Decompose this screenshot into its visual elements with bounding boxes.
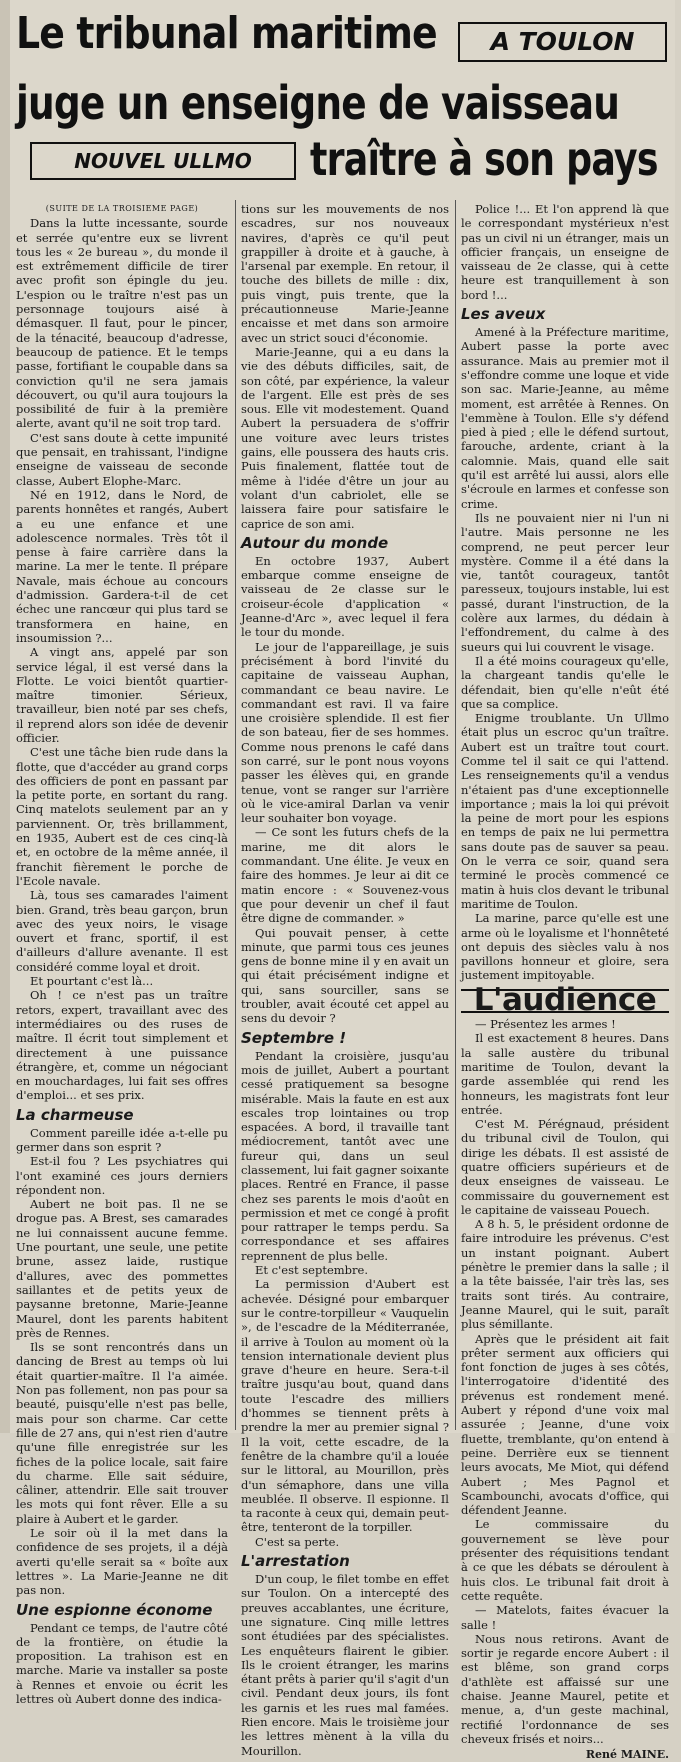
paragraph: tions sur les mouvements de nos escadres, sur nos nouveaux navires, d'après ce qu'il peut grappiller à droite et à gauche, à l'arsenal par exemple. En retour, il touche des billets de mille : dix, puis vingt, puis trente, que la précautionneuse Marie-Jeanne encaisse et met dans son armoire avec un strict souci d'économie.	[241, 202, 449, 345]
column-rule	[455, 200, 456, 1430]
location-box: A TOULON	[458, 22, 667, 62]
paragraph: Marie-Jeanne, qui a eu dans la vie des débuts difficiles, sait, de son côté, par expérience, la valeur de l'argent. Elle est près de ses sous. Elle vit modestement. Quand Aubert la persuadera de s'offrir une voiture avec leurs tristes gains, elle poussera des hauts cris. Puis finalement, flattée tout de même à l'idée d'être un jour au volant d'un cabriolet, elle se laissera faire pour satisfaire le caprice de son ami.	[241, 344, 449, 531]
headline-line2: juge un enseigne de vaisseau	[16, 76, 620, 130]
paragraph: Le soir où il la met dans la confidence de ses projets, il a déjà averti qu'elle serait sa « boîte aux lettres ». La Marie-Jeanne ne dit pas non.	[16, 1526, 228, 1598]
paragraph: — Ce sont les futurs chefs de la marine, me dit alors le commandant. Une élite. Je veux en faire des hommes. Je leur ai dit ce matin encore : « Souvenez-vous que pour devenir un chef il faut être digne de commander. »	[241, 825, 449, 926]
audience-heading: L'audience	[461, 989, 669, 1013]
paragraph: Pendant ce temps, de l'autre côté de la frontière, on étudie la proposition. La trahison est en marche. Marie va installer sa poste à Rennes et envoie ou écrit les lettres où Aubert donne des indica-	[16, 1620, 228, 1706]
paragraph: A 8 h. 5, le président ordonne de faire introduire les prévenus. C'est un instant poignant. Aubert pénètre le premier dans la salle ; il a la tête baissée, l'air très las, ses traits sont tirés. Au contraire, Jeanne Maurel, qui le suit, paraît plus sémillante.	[461, 1217, 669, 1332]
paragraph: Aubert ne boit pas. Il ne se drogue pas. A Brest, ses camarades ne lui connaissent aucune femme. Une pourtant, une seule, une petite brune, assez laide, rustique d'allures, avec des pommettes saillantes et de petits yeux de paysanne bretonne, Marie-Jeanne Maurel, dont les parents habitent près de Rennes.	[16, 1197, 228, 1340]
paragraph: Est-il fou ? Les psychiatres qui l'ont examiné ces jours derniers répondent non.	[16, 1154, 228, 1197]
subheading: Autour du monde	[241, 533, 389, 552]
paragraph: Ils se sont rencontrés dans un dancing de Brest au temps où lui était quartier-maître. Il l'a aimée. Non pas follement, non pas pour sa beauté, puisqu'elle n'est pas belle, mais pour son charme. Car cette fille de 27 ans, qui n'est rien d'autre qu'une fille enregistrée sur les fiches de la police locale, sait faire du charme. Elle sait séduire, câliner, attendrir. Elle sait trouver les mots qui font rêver. Elle a su plaire à Aubert et le garder.	[16, 1340, 228, 1526]
paragraph: C'est M. Pérégnaud, président du tribunal civil de Toulon, qui dirige les débats. Il est assisté de quatre officiers supérieurs et de deux enseignes de vaisseau. Le commissaire du gouvernement est le capitaine de vaisseau Pouech.	[461, 1117, 669, 1217]
paragraph: Et pourtant c'est là...	[30, 974, 154, 989]
adjacent-page-edge	[0, 0, 10, 1433]
paragraph: Après que le président ait fait prêter serment aux officiers qui font fonction de juges à ses côtés, l'interrogatoire d'identité des prévenus est rondement mené. Aubert y répond d'une voix mal assurée ; Jeanne, d'une voix fluette, tremblante, qu'on entend à peine. Derrière eux se tiennent leurs avocats, Me Miot, qui défend Aubert ; Mes Pagnol et Scambounchi, avocats d'office, qui défendent Jeanne.	[461, 1331, 669, 1518]
paragraph: Qui pouvait penser, à cette minute, que parmi tous ces jeunes gens de bonne mine il y en avait un qui était précisément indigne et qui, sans sourciller, sans se troubler, avait écouté cet appel au sens du devoir ?	[241, 925, 449, 1026]
subheading: L'arrestation	[241, 1552, 350, 1571]
column-3	[461, 202, 669, 1762]
paragraph: Né en 1912, dans le Nord, de parents honnêtes et rangés, Aubert a eu une enfance et une adolescence normales. Très tôt il pense à faire carrière dans la marine. La mer le tente. Il prépare Navale, mais échoue au concours d'admission. Gardera-t-il de cet échec une rancœur qui plus tard se transformera en haine, en insoumission ?...	[16, 487, 228, 645]
paragraph: Là, tous ses camarades l'aiment bien. Grand, très beau garçon, brun avec des yeux noirs, le visage ouvert et franc, sportif, il est d'ailleurs d'allure avenante. Il est considéré comme loyal et droit.	[16, 888, 228, 974]
paragraph: Nous nous retirons. Avant de sortir je regarde encore Aubert : il est blême, son grand corps d'athlète est affaissé sur une chaise. Jeanne Maurel, petite et menue, a, d'un geste machinal, rectifié l'ordonnance de ses cheveux frisés et noirs...	[461, 1631, 669, 1746]
paragraph: A vingt ans, appelé par son service légal, il est versé dans la Flotte. Le voici bientôt quartier-maître timonier. Sérieux, travailleur, bien noté par ses chefs, il reprend alors son idée de devenir officier.	[16, 645, 228, 745]
column-2	[241, 202, 449, 1758]
paragraph: Dans la lutte incessante, sourde et serrée qu'entre eux se livrent tous les « 2e bureau », du monde il est extrêmement difficile de tirer avec profit son épingle du jeu. L'espion ou le traître n'est pas un personnage toujours aisé à démasquer. Il faut, pour le pincer, de la ténacité, beaucoup d'adresse, beaucoup de patience. Et le temps passe, fortifiant le coupable dans sa conviction qu'il ne sera jamais découvert, ou qu'il aura toujours la possibilité de fuir à la première alerte, avant qu'il ne soit trop tard.	[16, 216, 228, 431]
paragraph: Pendant la croisière, jusqu'au mois de juillet, Aubert a pourtant cessé pratiquement sa besogne misérable. Mais la faute en est aux escales trop lointaines ou trop espacées. A bord, il travaille tant médiocrement, tantôt avec une fureur qui, dans un seul classement, lui fait gagner soixante places. Rentré en France, il passe chez ses parents le mois d'août en permission et met ce congé à profit pour rattraper le temps perdu. Sa correspondance et ses affaires reprennent de plus belle.	[241, 1048, 449, 1263]
paragraph: Police !... Et l'on apprend là que le correspondant mystérieux n'est pas un civil ni un étranger, mais un officier français, un enseigne de vaisseau de 2e classe, qui à cette heure est tranquillement à son bord !...	[461, 202, 669, 302]
subheading: Une espionne économe	[16, 1600, 213, 1619]
headline-line1: Le tribunal maritime	[16, 8, 437, 59]
paragraph: En octobre 1937, Aubert embarque comme enseigne de vaisseau de 2e classe sur le croiseur-école d'application « Jeanne-d'Arc », avec lequel il fera le tour du monde.	[241, 553, 449, 640]
paragraph: C'est sa perte.	[255, 1534, 340, 1549]
paragraph: La permission d'Aubert est achevée. Désigné pour embarquer sur le contre-torpilleur « Vauquelin », de l'escadre de la Méditerranée, il arrive à Toulon au moment où la tension internationale devient plus grave d'heure en heure. Sera-t-il traître jusqu'au bout, quand dans toute l'escadre des milliers d'hommes se tiennent prêts à prendre la mer au premier signal ? Il la voit, cette escadre, de la fenêtre de la chambre qu'il a louée sur le littoral, au Mourillon, près d'un sémaphore, dans une villa meublée. Il observe. Il espionne. Il ta raconte à ceux qui, demain peut-être, tenteront de la torpiller.	[241, 1277, 449, 1535]
paragraph: Le jour de l'appareillage, je suis précisément à bord l'invité du capitaine de vaisseau Auphan, commandant ce beau navire. Le commandant est ravi. Il va faire une croisière splendide. Il est fier de son bateau, fier de ses hommes. Comme nous prenons le café dans son carré, sur le pont nous voyons passer les élèves qui, en grande tenue, vont se ranger sur l'arrière où le vice-amiral Darlan va venir leur souhaiter bon voyage.	[241, 639, 449, 826]
subheading: La charmeuse	[16, 1105, 134, 1124]
column-1	[16, 202, 228, 1706]
subheading: Septembre !	[241, 1028, 347, 1047]
paragraph: — Matelots, faites évacuer la salle !	[461, 1603, 669, 1632]
paragraph: D'un coup, le filet tombe en effet sur Toulon. On a intercepté des preuves accablantes, une écriture, une signature. Cinq mille lettres sont étudiées par des spécialistes. Les enquêteurs flairent le gibier. Ils le croient étranger, les marins étant prêts à parier qu'il s'agit d'un civil. Pendant deux jours, ils font les garnis et les rues mal famées. Rien encore. Mais le troisième jour les lettres mènent à la villa du Mourillon.	[241, 1572, 449, 1758]
subheading: Les aveux	[461, 305, 546, 324]
paragraph: Amené à la Préfecture maritime, Aubert passe la porte avec assurance. Mais au premier mot il s'effondre comme une loque et vide son sac. Marie-Jeanne, au même moment, est arrêtée à Rennes. On l'emmène à Toulon. Elle s'y défend pied à pied ; elle le défend surtout, farouche, ardente, criant à la calomnie. Mais, quand elle sait qu'il est arrêté lui aussi, alors elle s'écroule en larmes et confesse son crime.	[461, 325, 669, 511]
column-rule	[235, 200, 236, 1430]
paragraph: La marine, parce qu'elle est une arme où le loyalisme et l'honnêteté ont depuis des siècles valu à nos pavillons honneur et gloire, sera justement impitoyable.	[461, 911, 669, 983]
paragraph: Il a été moins courageux qu'elle, la chargeant tandis qu'elle le défendait, bien qu'elle n'eût été que sa complice.	[461, 653, 669, 711]
paragraph: — Présentez les armes !	[475, 1017, 616, 1032]
paragraph: Comment pareille idée a-t-elle pu germer dans son esprit ?	[16, 1125, 228, 1154]
newspaper-page	[10, 0, 675, 1762]
paragraph: C'est une tâche bien rude dans la flotte, que d'accéder au grand corps des officiers de pont en passant par la petite porte, en sortant du rang. Cinq matelots seulement par an y parviennent. Or, très brillamment, en 1935, Aubert est de ces cinq-là et, en octobre de la même année, il franchit fièrement le porche de l'Ecole navale.	[16, 745, 228, 888]
paragraph: Enigme troublante. Un Ullmo était plus un escroc qu'un traître. Aubert est un traître tout court. Comme tel il sait ce qui l'attend. Les renseignements qu'il a vendus n'étaient pas d'une exceptionnelle importance ; mais la loi qui prévoit la peine de mort pour les espions en temps de paix ne lui permettra sans doute pas de sauver sa peau. On le verra ce soir, quand sera terminé le procès commencé ce matin à huis clos devant le tribunal maritime de Toulon.	[461, 711, 669, 911]
paragraph: Oh ! ce n'est pas un traître retors, expert, travaillant avec des intermédiaires ou des ruses de maître. Il écrit tout simplement et directement à une puissance étrangère, et, comme un négociant en mouchardages, lui fait ses offres d'emploi... et ses prix.	[16, 988, 228, 1103]
paragraph: Ils ne pouvaient nier ni l'un ni l'autre. Mais personne ne les comprend, ne peut percer leur mystère. Comme il a été dans la vie, tantôt courageux, tantôt paresseux, toujours instable, lui est passé, durant l'instruction, de la colère aux larmes, du dédain à l'effondrement, du calme à des sueurs qui lui couvrent le visage.	[461, 510, 669, 654]
headline-line3: traître à son pays	[310, 132, 658, 186]
paragraph: Il est exactement 8 heures. Dans la salle austère du tribunal maritime de Toulon, devant la garde assemblée qui rend les honneurs, les magistrats font leur entrée.	[461, 1031, 669, 1117]
paragraph: Le commissaire du gouvernement se lève pour présenter des réquisitions tendant à ce que les débats se déroulent à huis clos. Le tribunal fait droit à cette requête.	[461, 1517, 669, 1603]
byline-signature: René MAINE.	[585, 1748, 669, 1762]
continued-note: (SUITE DE LA TROISIEME PAGE)	[45, 204, 199, 213]
paragraph: Et c'est septembre.	[255, 1263, 368, 1278]
paragraph: C'est sans doute à cette impunité que pensait, en trahissant, l'indigne enseigne de vaisseau de seconde classe, Aubert Elophe-Marc.	[16, 430, 228, 488]
nouvel-ullmo-box: NOUVEL ULLMO	[30, 142, 296, 180]
